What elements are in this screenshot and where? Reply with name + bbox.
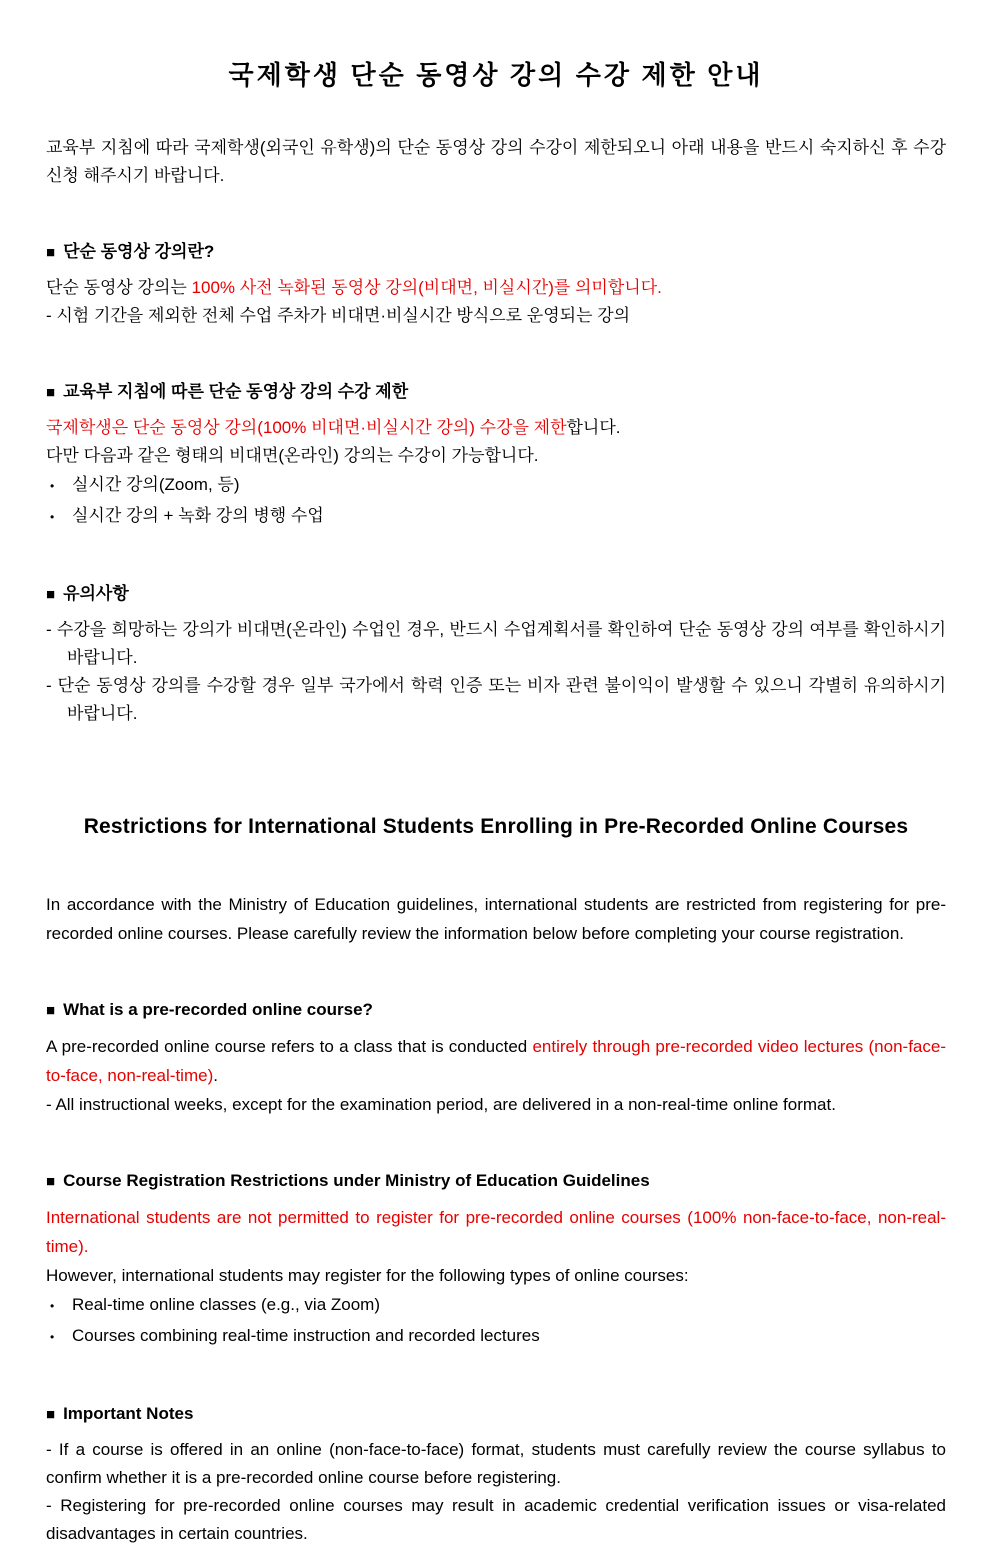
bullet-icon: • [50,1330,55,1344]
english-section-notes [46,1400,946,1548]
english-allowed-item-label: Courses combining real-time instruction and recorded lectures [72,1326,540,1345]
korean-allowed-list [46,470,946,532]
list-item [46,1290,946,1321]
korean-section-definition [46,238,946,330]
korean-definition-heading-label: 단순 동영상 강의란? [63,242,215,261]
list-item [46,1321,946,1352]
english-section-restriction [46,1167,946,1352]
korean-note-item: - 수강을 희망하는 강의가 비대면(온라인) 수업인 경우, 반드시 수업계획서를 확인하여 단순 동영상 강의 여부를 확인하시기 바랍니다. [46,620,946,667]
korean-allowed-intro: 다만 다음과 같은 형태의 비대면(온라인) 강의는 수강이 가능합니다. [46,446,539,465]
english-restriction-heading [46,1167,946,1196]
korean-page-title: 국제학생 단순 동영상 강의 수강 제한 안내 [228,61,764,90]
english-restriction-line: International students are not permitted to register for pre-recorded online courses (100% non-face-to-face, non-real-time). [46,1208,946,1256]
korean-intro-paragraph: 교육부 지침에 따라 국제학생(외국인 유학생)의 단순 동영상 강의 수강이 제한되오니 아래 내용을 반드시 숙지하신 후 수강신청 해주시기 바랍니다. [46,138,946,185]
korean-restriction-heading [46,378,946,407]
english-note-item: - Registering for pre-recorded online courses may result in academic credential verification issues or visa-related disadvantages in certain countries. [46,1496,946,1543]
square-bullet-icon: ■ [46,1406,56,1423]
korean-restriction-line-red: 국제학생은 단순 동영상 강의(100% 비대면·비실시간 강의) 수강을 제한 [46,418,567,437]
english-definition-subline: - All instructional weeks, except for the examination period, are delivered in a non-real-time online format. [46,1095,836,1114]
bullet-icon: • [50,1299,55,1313]
korean-restriction-heading-label: 교육부 지침에 따른 단순 동영상 강의 수강 제한 [63,382,409,401]
english-definition-heading-label: What is a pre-recorded online course? [63,1000,373,1019]
korean-allowed-item-label: 실시간 강의(Zoom, 등) [72,475,240,494]
square-bullet-icon: ■ [46,384,56,401]
english-notice [46,814,946,1548]
korean-notes-heading [46,580,946,609]
english-definition-line-black: A pre-recorded online course refers to a class that is conducted [46,1037,533,1056]
korean-restriction-line-black: 합니다. [566,418,621,437]
square-bullet-icon: ■ [46,586,56,603]
korean-note-item: - 단순 동영상 강의를 수강할 경우 일부 국가에서 학력 인증 또는 비자 관련 불이익이 발생할 수 있으니 각별히 유의하시기 바랍니다. [46,676,946,723]
list-item [46,470,946,501]
korean-restriction-line [46,414,946,442]
english-section-definition [46,996,946,1119]
bullet-icon: • [50,479,55,493]
korean-definition-heading [46,238,946,267]
english-allowed-list [46,1290,946,1352]
square-bullet-icon: ■ [46,244,56,261]
english-definition-line-end: . [213,1066,218,1085]
list-item [46,501,946,532]
korean-definition-subline: - 시험 기간을 제외한 전체 수업 주차가 비대면·비실시간 방식으로 운영되는 강의 [46,306,631,325]
korean-definition-line [46,274,946,302]
english-page-title: Restrictions for International Students Enrolling in Pre-Recorded Online Courses [83,815,909,838]
square-bullet-icon: ■ [46,1002,56,1019]
english-definition-line-red: entirely through pre-recorded video lectures (non-face-to-face, non-real-time) [46,1037,947,1085]
korean-notes-heading-label: 유의사항 [63,584,129,603]
square-bullet-icon: ■ [46,1173,56,1190]
english-allowed-item-label: Real-time online classes (e.g., via Zoom) [72,1295,381,1314]
bullet-icon: • [50,510,55,524]
english-intro-paragraph: In accordance with the Ministry of Education guidelines, international students are restricted from registering for pre-recorded online courses. Please carefully review the information below before completing your course registration. [46,895,946,943]
korean-section-restriction [46,378,946,532]
english-definition-line [46,1032,946,1090]
korean-notice [46,60,946,728]
english-note-item: - If a course is offered in an online (non-face-to-face) format, students must carefully review the course syllabus to confirm whether it is a pre-recorded online course before registering. [46,1440,946,1487]
english-notes-heading [46,1400,946,1429]
korean-allowed-item-label: 실시간 강의 + 녹화 강의 병행 수업 [72,506,324,525]
korean-section-notes [46,580,946,728]
english-restriction-heading-label: Course Registration Restrictions under Ministry of Education Guidelines [63,1171,650,1190]
english-notes-heading-label: Important Notes [63,1404,194,1423]
english-definition-heading [46,996,946,1025]
korean-definition-line-red: 100% 사전 녹화된 동영상 강의(비대면, 비실시간)를 의미합니다. [191,278,662,297]
english-allowed-intro: However, international students may register for the following types of online courses: [46,1266,689,1285]
korean-definition-line-black: 단순 동영상 강의는 [46,278,192,297]
